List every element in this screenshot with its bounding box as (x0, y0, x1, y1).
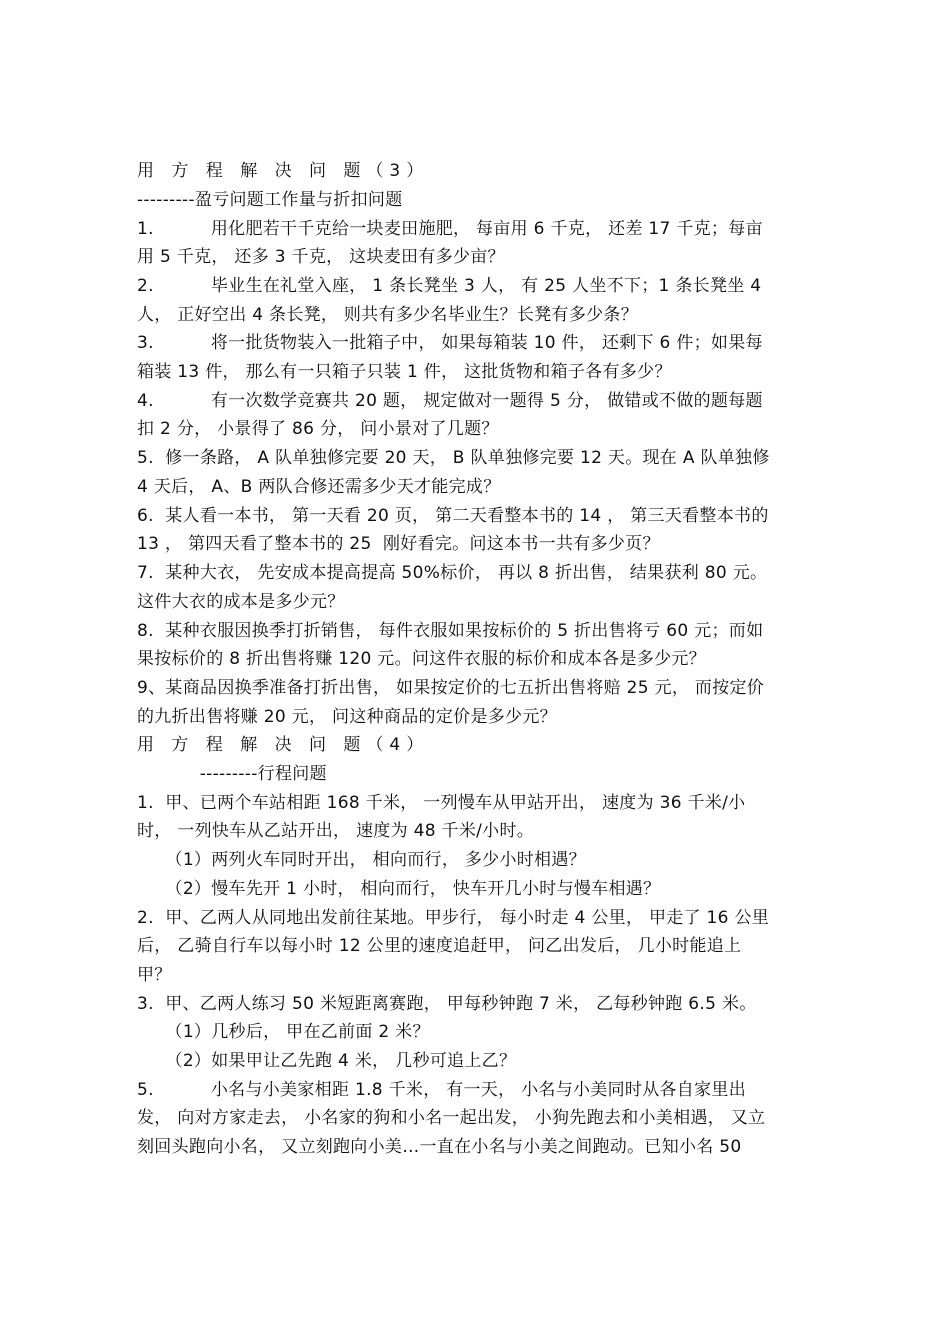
section-title: 用 方 程 解 决 问 题（3） (137, 161, 430, 181)
problem-line: 4 天后， A、B 两队合修还需多少天才能完成？ (137, 477, 501, 497)
problem-line: （1）几秒后， 甲在乙前面 2 米？ (137, 1022, 430, 1042)
problem-line: 7. 某种大衣， 先安成本提高提高 50%标价， 再以 8 折出售， 结果获利 80 元。 (137, 563, 768, 583)
problem-line: 这件大衣的成本是多少元？ (137, 592, 345, 612)
problem-line: 2. 毕业生在礼堂入座， 1 条长凳坐 3 人， 有 25 人坐不下；1 条长凳坐 4 (137, 276, 762, 296)
problem-line: 3. 甲、乙两人练习 50 米短距离赛跑， 甲每秒钟跑 7 米， 乙每秒钟跑 6.5 米。 (137, 994, 757, 1014)
problem-line: 1. 甲、已两个车站相距 168 千米， 一列慢车从甲站开出， 速度为 36 千米/小 (137, 793, 746, 813)
problem-line: 4. 有一次数学竞赛共 20 题， 规定做对一题得 5 分， 做错或不做的题每题 (137, 391, 763, 411)
problem-line: 甲？ (137, 965, 172, 985)
problem-line: 刻回头跑向小名， 又立刻跑向小美…一直在小名与小美之间跑动。已知小名 50 (137, 1137, 742, 1157)
problem-line: 的九折出售将赚 20 元， 问这种商品的定价是多少元？ (137, 707, 557, 727)
section-subtitle: ---------行程问题 (137, 764, 327, 784)
problem-line: 6. 某人看一本书， 第一天看 20 页， 第二天看整本书的 14 ， 第三天看整本书的 (137, 506, 769, 526)
problem-line: 5. 小名与小美家相距 1.8 千米， 有一天， 小名与小美同时从各自家里出 (137, 1080, 747, 1100)
problem-line: 2. 甲、乙两人从同地出发前往某地。甲步行， 每小时走 4 公里， 甲走了 16 公里 (137, 908, 770, 928)
problem-line: 用 5 千克， 还多 3 千克， 这块麦田有多少亩？ (137, 247, 505, 267)
problem-line: 1. 用化肥若干千克给一块麦田施肥， 每亩用 6 千克， 还差 17 千克；每亩 (137, 219, 763, 239)
problem-line: （1）两列火车同时开出， 相向而行， 多少小时相遇？ (137, 850, 586, 870)
section-subtitle: ---------盈亏问题工作量与折扣问题 (137, 190, 403, 210)
problem-line: 3. 将一批货物装入一批箱子中， 如果每箱装 10 件， 还剩下 6 件；如果每 (137, 333, 763, 353)
problem-line: 后， 乙骑自行车以每小时 12 公里的速度追赶甲， 问乙出发后， 几小时能追上 (137, 936, 742, 956)
section-title: 用 方 程 解 决 问 题（4） (137, 735, 430, 755)
problem-line: 5. 修一条路， A 队单独修完要 20 天， B 队单独修完要 12 天。现在 A 队单独修 (137, 448, 770, 468)
problem-line: 时， 一列快车从乙站开出， 速度为 48 千米/小时。 (137, 821, 535, 841)
problem-line: 8. 某种衣服因换季打折销售， 每件衣服如果按标价的 5 折出售将亏 60 元；而如 (137, 621, 764, 641)
problem-line: 人， 正好空出 4 条长凳， 则共有多少名毕业生？长凳有多少条？ (137, 305, 639, 325)
problem-line: 9、某商品因换季准备打折出售， 如果按定价的七五折出售将赔 25 元， 而按定价 (137, 678, 765, 698)
problem-line: （2）慢车先开 1 小时， 相向而行， 快车开几小时与慢车相遇？ (137, 879, 661, 899)
problem-line: 发， 向对方家走去， 小名家的狗和小名一起出发， 小狗先跑去和小美相遇， 又立 (137, 1108, 766, 1128)
problem-line: 13 ， 第四天看了整本书的 25 刚好看完。问这本书一共有多少页？ (137, 534, 660, 554)
problem-line: 果按标价的 8 折出售将赚 120 元。问这件衣服的标价和成本各是多少元？ (137, 649, 706, 669)
problem-line: 箱装 13 件， 那么有一只箱子只装 1 件， 这批货物和箱子各有多少？ (137, 362, 672, 382)
problem-line: 扣 2 分， 小景得了 86 分， 问小景对了几题？ (137, 419, 499, 439)
problem-line: （2）如果甲让乙先跑 4 米， 几秒可追上乙？ (137, 1051, 517, 1071)
